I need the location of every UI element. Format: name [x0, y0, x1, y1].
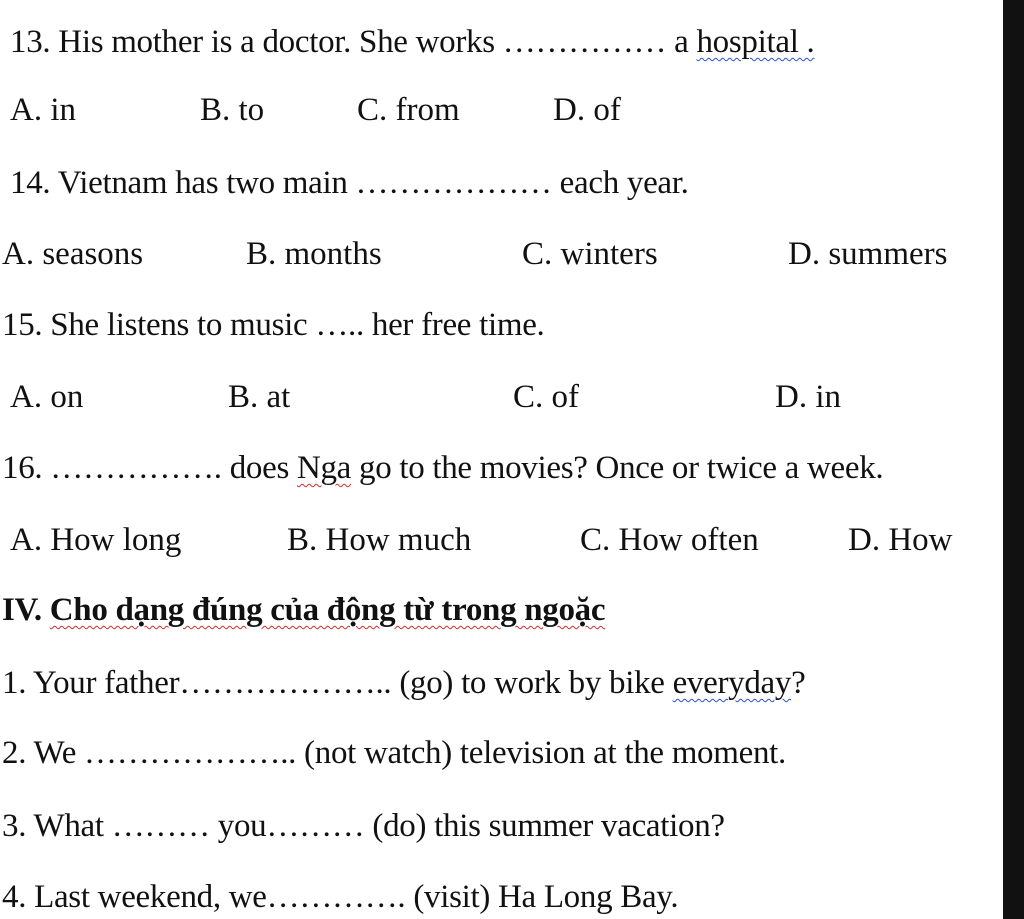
- section-iv-number: IV.: [2, 592, 50, 628]
- q13-option-c: C. from: [357, 92, 460, 128]
- q16-option-d: D. How: [848, 522, 953, 558]
- exercise-1: [2, 663, 805, 703]
- q14-option-d: D. summers: [788, 236, 948, 272]
- exercise-1-text: 1. Your father……………….. (go) to work by bike: [2, 665, 673, 701]
- question-16-marked-word: Nga: [296, 450, 352, 486]
- section-iv-title: Cho dạng đúng của động từ trong ngoặc: [49, 592, 606, 628]
- exercise-2: 2. We ……………….. (not watch) television at the moment.: [2, 735, 786, 771]
- q14-option-c: C. winters: [522, 236, 658, 272]
- q15-option-a: A. on: [10, 379, 84, 415]
- question-14-stem: 14. Vietnam has two main ……………… each year.: [10, 165, 689, 201]
- q16-option-a: A. How long: [10, 522, 182, 558]
- question-13-text: 13. His mother is a doctor. She works …………… a: [10, 24, 697, 60]
- section-iv-heading: [2, 590, 605, 630]
- q15-option-d: D. in: [775, 379, 841, 415]
- question-16-text-after: go to the movies? Once or twice a week.: [351, 450, 884, 486]
- q13-option-d: D. of: [553, 92, 621, 128]
- exercise-1-marked-word: everyday: [672, 665, 792, 701]
- question-15-stem: 15. She listens to music ….. her free time.: [2, 307, 545, 343]
- right-border: [1003, 0, 1024, 919]
- question-13-marked-word: hospital .: [696, 24, 815, 60]
- q14-option-b: B. months: [246, 236, 382, 272]
- question-16-text-before: 16. ……………. does: [2, 450, 297, 486]
- question-13-stem: [10, 22, 814, 62]
- q16-option-c: C. How often: [580, 522, 759, 558]
- exercise-4: 4. Last weekend, we…………. (visit) Ha Long Bay.: [2, 879, 679, 915]
- q13-option-b: B. to: [200, 92, 265, 128]
- exercise-1-text-end: ?: [791, 665, 806, 701]
- q16-option-b: B. How much: [287, 522, 472, 558]
- q15-option-b: B. at: [228, 379, 291, 415]
- q15-option-c: C. of: [513, 379, 579, 415]
- exercise-3: 3. What ……… you……… (do) this summer vacation?: [2, 808, 725, 844]
- q13-option-a: A. in: [10, 92, 76, 128]
- question-16-stem: [2, 448, 883, 488]
- q14-option-a: A. seasons: [2, 236, 144, 272]
